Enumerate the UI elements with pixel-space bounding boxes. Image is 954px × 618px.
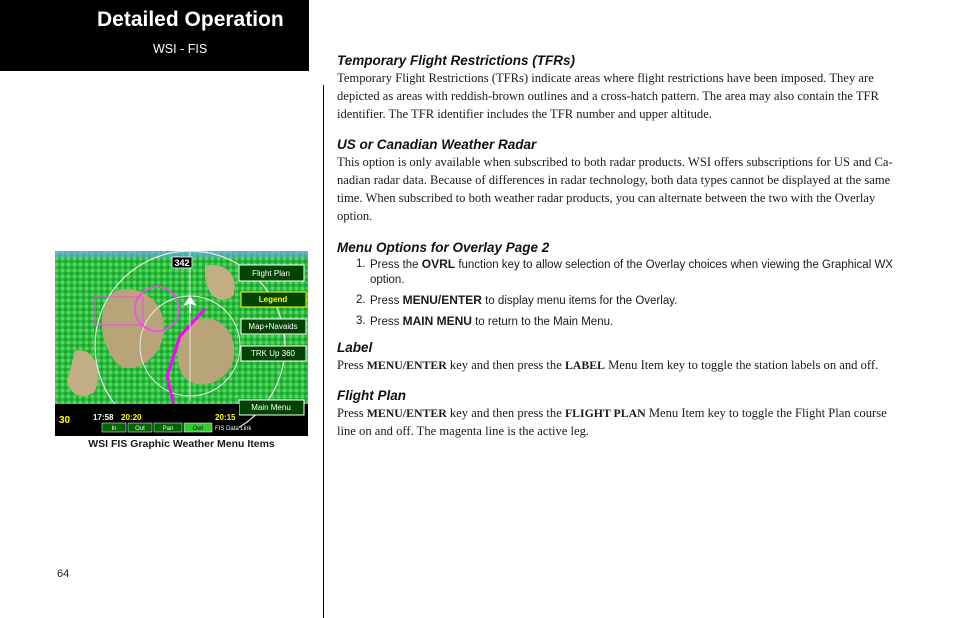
main-content bbox=[337, 53, 897, 455]
section-heading: Menu Options for Overlay Page 2 bbox=[337, 239, 550, 255]
link-label: FIS Data Link bbox=[215, 426, 252, 432]
svg-text:Legend: Legend bbox=[258, 295, 288, 304]
key-label: MENU/ENTER bbox=[366, 357, 447, 372]
tab-ovrl[interactable] bbox=[184, 423, 212, 432]
key-label: MAIN MENU bbox=[402, 313, 472, 328]
svg-text:Ovrl: Ovrl bbox=[192, 426, 204, 432]
page-subtitle: WSI - FIS bbox=[153, 42, 208, 56]
section-radar bbox=[337, 137, 897, 225]
menu-item-flight-plan[interactable] bbox=[239, 265, 304, 281]
section-menu-options bbox=[337, 240, 897, 330]
list-item: 2. Press MENU/ENTER to display menu items for the Overlay. bbox=[356, 292, 678, 307]
svg-text:Main Menu: Main Menu bbox=[251, 403, 291, 412]
time-left: 17:58 bbox=[93, 413, 114, 422]
figure-caption: WSI FIS Graphic Weather Menu Items bbox=[88, 438, 275, 450]
key-label: FLIGHT PLAN bbox=[564, 406, 646, 421]
tab-out[interactable] bbox=[128, 423, 152, 432]
section-tfr bbox=[337, 53, 897, 123]
section-flight-plan bbox=[337, 388, 897, 441]
key-label: MENU/ENTER bbox=[402, 292, 482, 307]
section-body: This option is only available when subscribed to both radar products. WSI offers subscriptions for US and Ca- nadian radar data. Because of differences in radar technology, both data types cannot be displayed at the same time. When subscribed to both weather radar products, you can alternate between the two with the Overlay option. bbox=[337, 155, 893, 223]
svg-text:Flight Plan: Flight Plan bbox=[252, 269, 290, 278]
menu-item-trk-up[interactable] bbox=[241, 346, 306, 361]
menu-item-legend[interactable] bbox=[241, 292, 306, 307]
key-label: MENU/ENTER bbox=[366, 406, 447, 421]
svg-text:Out: Out bbox=[135, 426, 145, 432]
page-title: Detailed Operation bbox=[97, 8, 284, 31]
time-right: 20:15 bbox=[215, 413, 236, 422]
svg-text:In: In bbox=[111, 426, 117, 432]
section-label bbox=[337, 340, 897, 375]
tab-in[interactable] bbox=[102, 423, 126, 432]
key-label: LABEL bbox=[564, 357, 605, 372]
key-label: OVRL bbox=[421, 256, 456, 271]
svg-text:TRK Up 360: TRK Up 360 bbox=[250, 349, 296, 358]
tab-pan[interactable] bbox=[154, 423, 182, 432]
menu-item-map-navaids[interactable] bbox=[241, 319, 306, 334]
zoom-readout: 30 bbox=[59, 415, 71, 426]
section-body: Temporary Flight Restrictions (TFRs) indicate areas where flight restrictions have been imposed. They are depicted as areas with reddish-brown outlines and a cross-hatch pattern. The area may also contain the TFR identifier. The TFR identifier includes the TFR number and upper altitude. bbox=[337, 71, 879, 121]
weather-map-graphic bbox=[55, 251, 308, 436]
column-divider bbox=[323, 85, 324, 618]
list-item: 1. Press the OVRL function key to allow selection of the Overlay choices when viewing the Graphical WX option. bbox=[356, 256, 893, 286]
page-number: 64 bbox=[57, 568, 70, 580]
section-heading: Flight Plan bbox=[337, 388, 406, 404]
section-heading: US or Canadian Weather Radar bbox=[337, 137, 537, 153]
heading-readout: 342 bbox=[174, 258, 190, 268]
svg-text:Map+Navaids: Map+Navaids bbox=[248, 322, 298, 331]
svg-text:Pan: Pan bbox=[162, 426, 174, 432]
section-heading: Label bbox=[337, 339, 373, 355]
section-body: Press MENU/ENTER key and then press the LABEL Menu Item key to toggle the station labels on and off. bbox=[337, 357, 879, 372]
list-item: 3. Press MAIN MENU to return to the Main Menu. bbox=[356, 313, 614, 328]
steps-list bbox=[337, 257, 897, 330]
section-heading: Temporary Flight Restrictions (TFRs) bbox=[337, 53, 576, 68]
time-mid: 20:20 bbox=[121, 413, 142, 422]
weather-screenshot bbox=[55, 251, 308, 436]
menu-item-main-menu[interactable] bbox=[239, 400, 304, 415]
section-body: Press MENU/ENTER key and then press the FLIGHT PLAN Menu Item key to toggle the Flight Plan course line on and off. The magenta line is the active leg. bbox=[337, 406, 887, 439]
header-banner bbox=[0, 0, 309, 71]
